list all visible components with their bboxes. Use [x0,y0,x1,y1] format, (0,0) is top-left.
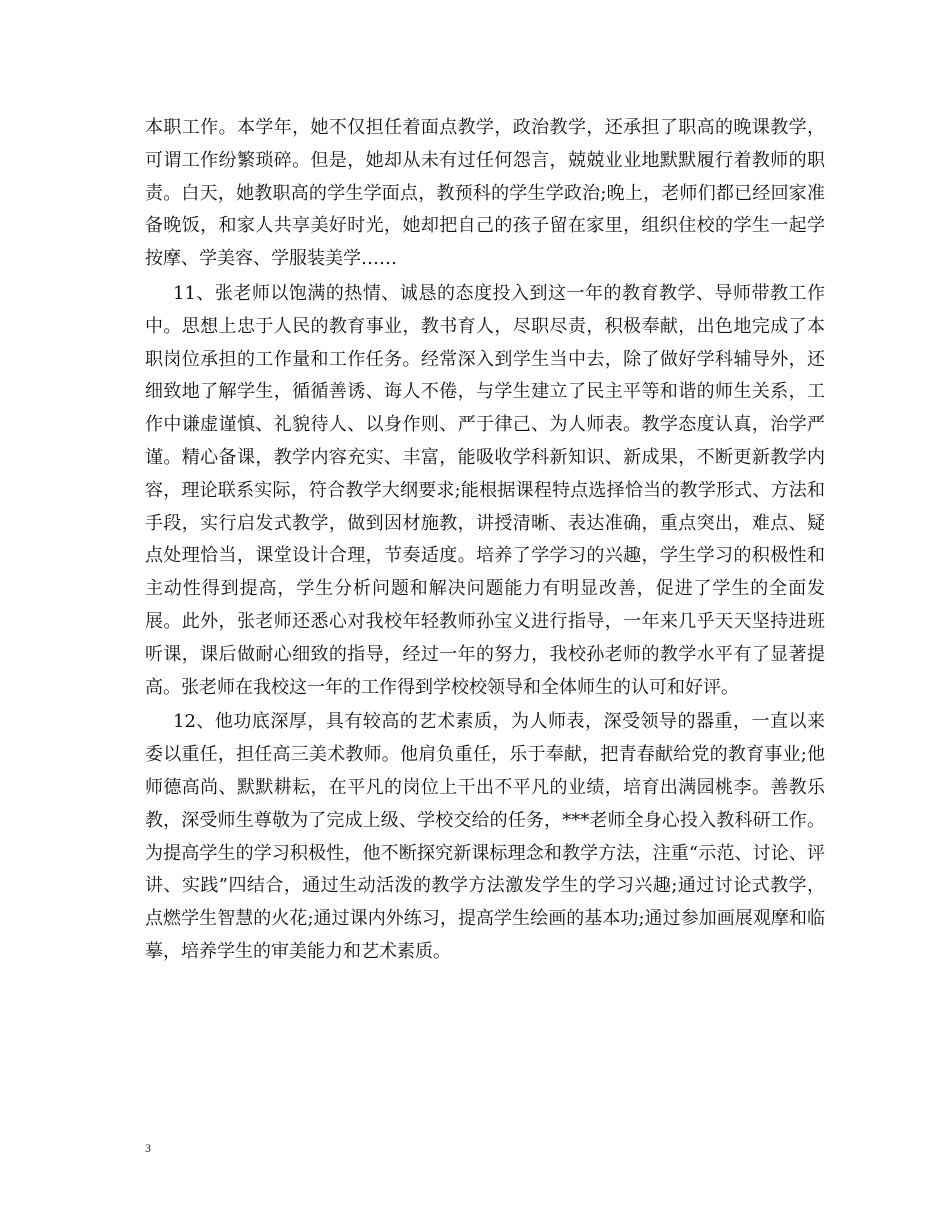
paragraph-continuation: 本职工作。本学年，她不仅担任着面点教学，政治教学，还承担了职高的晚课教学，可谓工作纷繁琐碎。但是，她却从未有过任何怨言，兢兢业业地默默履行着教师的职责。白天，她教职高的学生学面点，教预科的学生学政治;晚上，老师们都已经回家准备晚饭，和家人共享美好时光，她却把自己的孩子留在家里，组织住校的学生一起学按摩、学美容、学服装美学…… [145,117,825,270]
paragraph-item-11: 11、张老师以饱满的热情、诚恳的态度投入到这一年的教育教学、导师带教工作中。思想上忠于人民的教育事业，教书育人，尽职尽责，积极奉献，出色地完成了本职岗位承担的工作量和工作任务。经常深入到学生当中去，除了做好学科辅导外，还细致地了解学生，循循善诱、诲人不倦，与学生建立了民主平等和谐的师生关系，工作中谦虚谨慎、礼貌待人、以身作则、严于律己、为人师表。教学态度认真，治学严谨。精心备课，教学内容充实、丰富，能吸收学科新知识、新成果，不断更新教学内容，理论联系实际，符合教学大纲要求;能根据课程特点选择恰当的教学形式、方法和手段，实行启发式教学，做到因材施教，讲授清晰、表达准确，重点突出，难点、疑点处理恰当，课堂设计合理，节奏适度。培养了学学习的兴趣，学生学习的积极性和主动性得到提高，学生分析问题和解决问题能力有明显改善，促进了学生的全面发展。此外，张老师还悉心对我校年轻教师孙宝义进行指导，一年来几乎天天坚持进班听课，课后做耐心细致的指导，经过一年的努力，我校孙老师的教学水平有了显著提高。张老师在我校这一年的工作得到学校校领导和全体师生的认可和好评。 [145,282,825,698]
paragraph-item-12: 12、他功底深厚，具有较高的艺术素质，为人师表，深受领导的器重，一直以来委以重任，担任高三美术教师。他肩负重任，乐于奉献，把青春献给党的教育事业;他师德高尚、默默耕耘，在平凡的岗位上干出不平凡的业绩，培育出满园桃李。善教乐教，深受师生尊敬为了完成上级、学校交给的任务，***老师全身心投入教科研工作。为提高学生的学习积极性，他不断探究新课标理念和教学方法，注重“示范、讨论、评讲、实践”四结合，通过生动活泼的教学方法激发学生的学习兴趣;通过讨论式教学，点燃学生智慧的火花;通过课内外练习，提高学生绘画的基本功;通过参加画展观摩和临摹，培养学生的审美能力和艺术素质。 [145,711,825,962]
document-body [145,112,825,969]
page-number: 3 [145,1141,151,1155]
